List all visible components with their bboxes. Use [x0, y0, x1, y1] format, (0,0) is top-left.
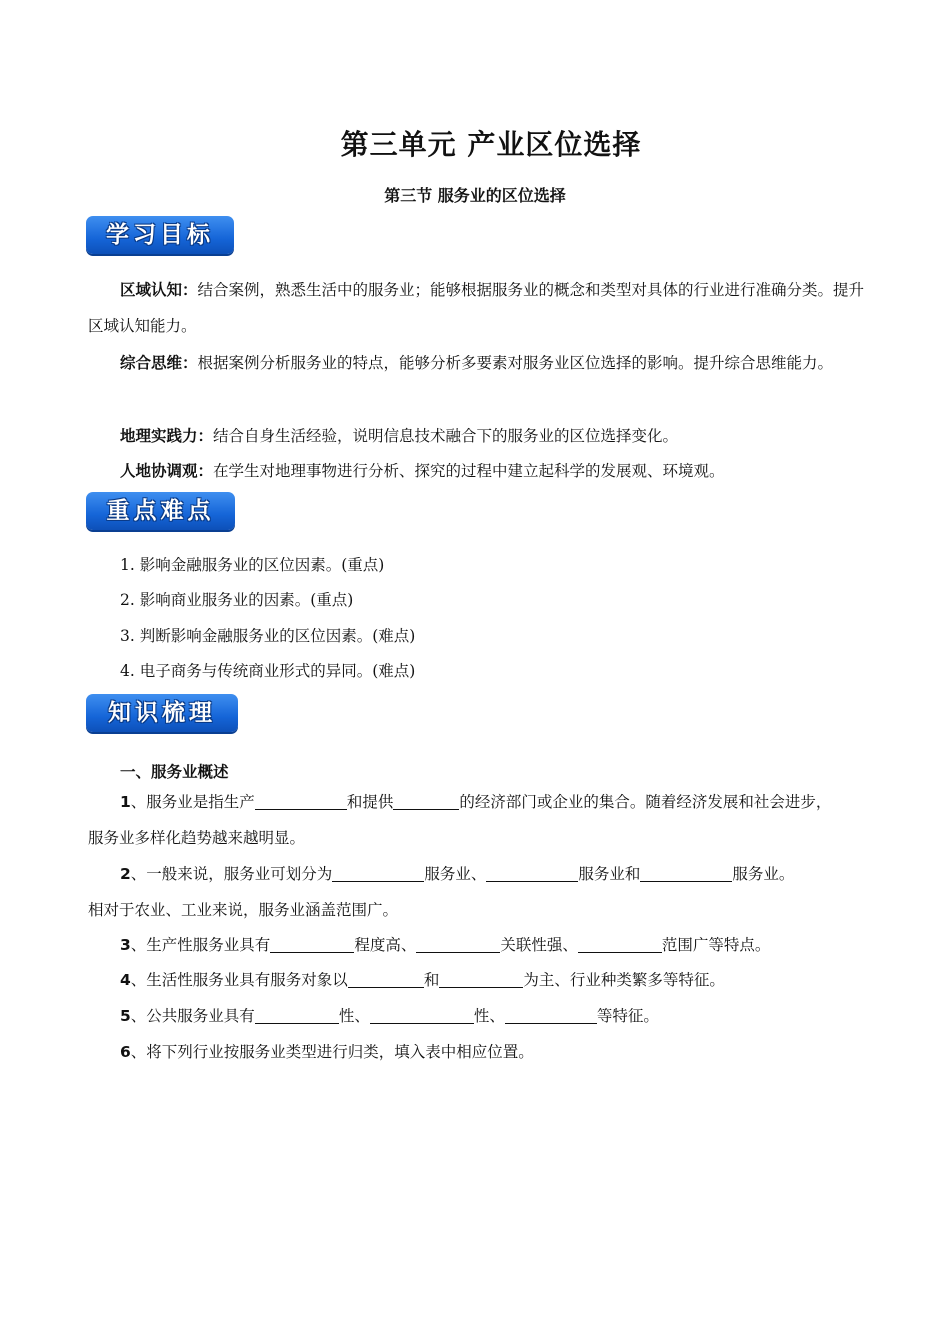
question-text: 性、 [338, 1007, 370, 1025]
objective-label: 地理实践力： [120, 427, 214, 445]
question-text: 服务业。 [732, 865, 795, 883]
fill-blank[interactable] [486, 865, 578, 882]
question-number: 5 [120, 1007, 131, 1025]
fill-blank[interactable] [348, 971, 424, 988]
objective-geographic-practice [88, 418, 865, 454]
objective-text: 根据案例分析服务业的特点，能够分析多要素对服务业区位选择的影响。提升综合思维能力。 [197, 354, 834, 372]
question-text: 、服务业是指生产 [130, 793, 255, 811]
fill-blank[interactable] [640, 865, 732, 882]
question-number: 6 [120, 1043, 131, 1061]
objective-regional-cognition [88, 272, 865, 344]
learning-objectives-badge: 学习目标 [86, 216, 234, 254]
fill-blank[interactable] [416, 936, 500, 953]
fill-blank[interactable] [578, 936, 662, 953]
fill-blank[interactable] [332, 865, 424, 882]
fill-blank[interactable] [255, 793, 347, 810]
fill-blank[interactable] [370, 1007, 474, 1024]
question-text: 的经济部门或企业的集合。随着经济发展和社会进步， [459, 793, 832, 811]
unit-title: 第三单元 产业区位选择 [340, 128, 642, 161]
objective-label: 综合思维： [120, 354, 198, 372]
question-text: 性、 [473, 1007, 505, 1025]
question-text: 服务业、 [424, 865, 487, 883]
question-text: 等特征。 [596, 1007, 659, 1025]
keypoint-item: 2. 影响商业服务业的因素。(重点) [120, 591, 354, 609]
question-number: 1 [120, 793, 131, 811]
question-number: 2 [120, 865, 131, 883]
fill-blank[interactable] [270, 936, 354, 953]
objective-text: 结合案例，熟悉生活中的服务业；能够根据服务业的概念和类型对具体的行业进行准确分类。提升区域认知能力。 [88, 281, 865, 335]
section-heading: 一、服务业概述 [120, 763, 229, 781]
keypoint-item: 1. 影响金融服务业的区位因素。(重点) [120, 556, 385, 574]
fill-blank[interactable] [439, 971, 523, 988]
fill-blank[interactable] [505, 1007, 597, 1024]
question-text: 、生产性服务业具有 [130, 936, 271, 954]
fill-blank[interactable] [393, 793, 459, 810]
objective-text: 在学生对地理事物进行分析、探究的过程中建立起科学的发展观、环境观。 [213, 462, 725, 480]
objective-integrated-thinking [88, 345, 865, 381]
objective-label: 人地协调观： [120, 462, 214, 480]
question-1-continued: 服务业多样化趋势越来越明显。 [88, 829, 306, 847]
question-text: 为主、行业种类繁多等特征。 [523, 971, 725, 989]
question-3 [120, 935, 770, 955]
question-text: 程度高、 [354, 936, 417, 954]
question-1 [120, 792, 831, 812]
keypoint-item: 4. 电子商务与传统商业形式的异同。(难点) [120, 662, 416, 680]
keypoint-item: 3. 判断影响金融服务业的区位因素。(难点) [120, 627, 416, 645]
question-5 [120, 1006, 659, 1026]
question-6 [120, 1042, 534, 1062]
question-2 [120, 864, 794, 884]
question-text: 和提供 [346, 793, 394, 811]
question-4 [120, 970, 725, 990]
question-text: 范围广等特点。 [661, 936, 771, 954]
question-text: 、公共服务业具有 [130, 1007, 255, 1025]
question-number: 3 [120, 936, 131, 954]
knowledge-review-badge: 知识梳理 [86, 694, 238, 732]
objective-text: 结合自身生活经验，说明信息技术融合下的服务业的区位选择变化。 [213, 427, 679, 445]
key-difficult-points-badge: 重点难点 [86, 492, 235, 530]
question-text: 服务业和 [578, 865, 641, 883]
question-number: 4 [120, 971, 131, 989]
question-text: 、将下列行业按服务业类型进行归类，填入表中相应位置。 [130, 1043, 534, 1061]
question-2-continued: 相对于农业、工业来说，服务业涵盖范围广。 [88, 901, 399, 919]
objective-human-earth-coordination [88, 453, 865, 489]
objective-label: 区域认知： [120, 281, 198, 299]
question-text: 关联性强、 [500, 936, 578, 954]
question-text: 和 [423, 971, 440, 989]
section-subtitle: 第三节 服务业的区位选择 [384, 186, 566, 205]
question-text: 、一般来说，服务业可划分为 [130, 865, 333, 883]
question-text: 、生活性服务业具有服务对象以 [130, 971, 348, 989]
fill-blank[interactable] [255, 1007, 339, 1024]
